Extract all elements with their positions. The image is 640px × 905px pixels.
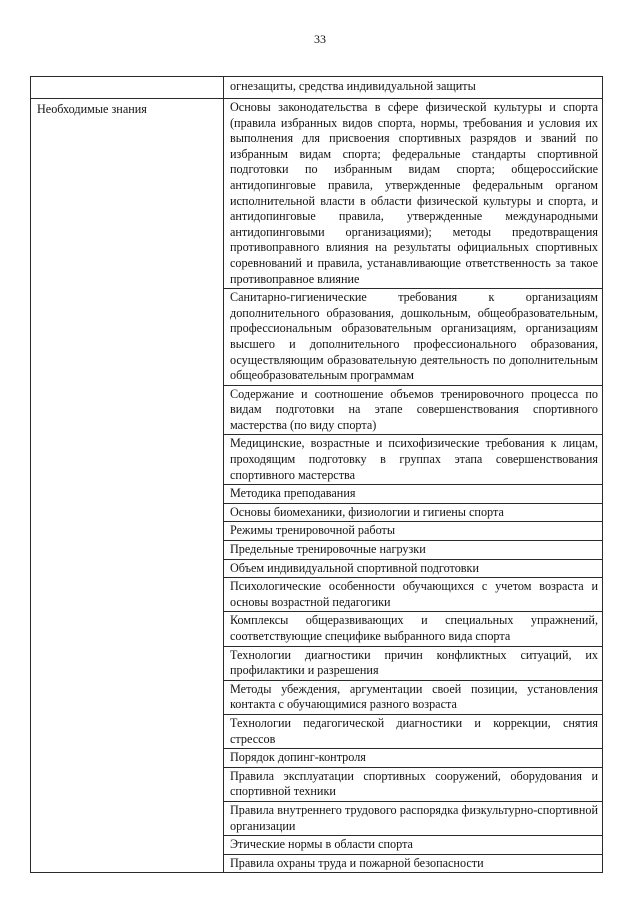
carry-over-label-cell bbox=[31, 77, 224, 98]
knowledge-item: Основы биомеханики, физиологии и гигиены спорта bbox=[224, 504, 602, 523]
knowledge-item: Психологические особенности обучающихся с учетом возраста и основы возрастной педагогики bbox=[224, 578, 602, 612]
knowledge-item: Содержание и соотношение объемов тренировочного процесса по видам подготовки на этапе совершенствования спортивного мастерства (по виду спорта) bbox=[224, 386, 602, 436]
knowledge-item: Методы убеждения, аргументации своей позиции, установления контакта с обучающимися разного возраста bbox=[224, 681, 602, 715]
knowledge-item: Предельные тренировочные нагрузки bbox=[224, 541, 602, 560]
knowledge-item: Правила внутреннего трудового распорядка физкультурно-спортивной организации bbox=[224, 802, 602, 836]
knowledge-item: Объем индивидуальной спортивной подготовки bbox=[224, 560, 602, 579]
carry-over-text: огнезащиты, средства индивидуальной защиты bbox=[230, 79, 476, 93]
knowledge-item: Комплексы общеразвивающих и специальных упражнений, соответствующие специфике выбранного вида спорта bbox=[224, 612, 602, 646]
section-label: Необходимые знания bbox=[31, 99, 224, 872]
page-number: 33 bbox=[314, 32, 326, 46]
knowledge-item: Технологии диагностики причин конфликтных ситуаций, их профилактики и разрешения bbox=[224, 647, 602, 681]
knowledge-item: Правила охраны труда и пожарной безопасности bbox=[230, 855, 484, 870]
knowledge-item: Правила эксплуатации спортивных сооружений, оборудования и спортивной техники bbox=[224, 768, 602, 802]
knowledge-item: Технологии педагогической диагностики и коррекции, снятия стрессов bbox=[224, 715, 602, 749]
knowledge-row bbox=[31, 99, 602, 873]
knowledge-item: Санитарно-гигиенические требования к организациям дополнительного образования, дошкольным, общеобразовательным, профессиональным образовательным организациям, организациям высшего и дополнительного профессионального образования, осуществляющим образовательную деятельность по дополнительным общеобразовательным программам bbox=[224, 289, 602, 386]
knowledge-item: Этические нормы в области спорта bbox=[224, 836, 602, 855]
carry-over-row bbox=[31, 76, 602, 99]
knowledge-item: Методика преподавания bbox=[224, 485, 602, 504]
knowledge-item: Основы законодательства в сфере физической культуры и спорта (правила избранных видов спорта, нормы, требования и условия их выполнения для присвоения спортивных разрядов и званий по избранным видам спорта; федеральные стандарты спортивной подготовки по избранным видам спорта; общероссийские антидопинговые правила, утвержденные федеральным органом исполнительной власти в области физической культуры и спорта, и антидопинговые правила, утвержденные международными антидопинговыми организациями); методы предотвращения противоправного влияния на результаты официальных спортивных соревнований и правила, устанавливающие ответственность за такое противоправное влияние bbox=[224, 99, 602, 289]
requirements-table bbox=[30, 76, 603, 873]
knowledge-item: Медицинские, возрастные и психофизические требования к лицам, проходящим подготовку в группах этапа совершенствования спортивного мастерства bbox=[224, 435, 602, 485]
carry-over-content-cell bbox=[224, 77, 602, 98]
knowledge-item: Режимы тренировочной работы bbox=[224, 522, 602, 541]
knowledge-list bbox=[224, 99, 602, 872]
knowledge-item: Порядок допинг-контроля bbox=[224, 749, 602, 768]
